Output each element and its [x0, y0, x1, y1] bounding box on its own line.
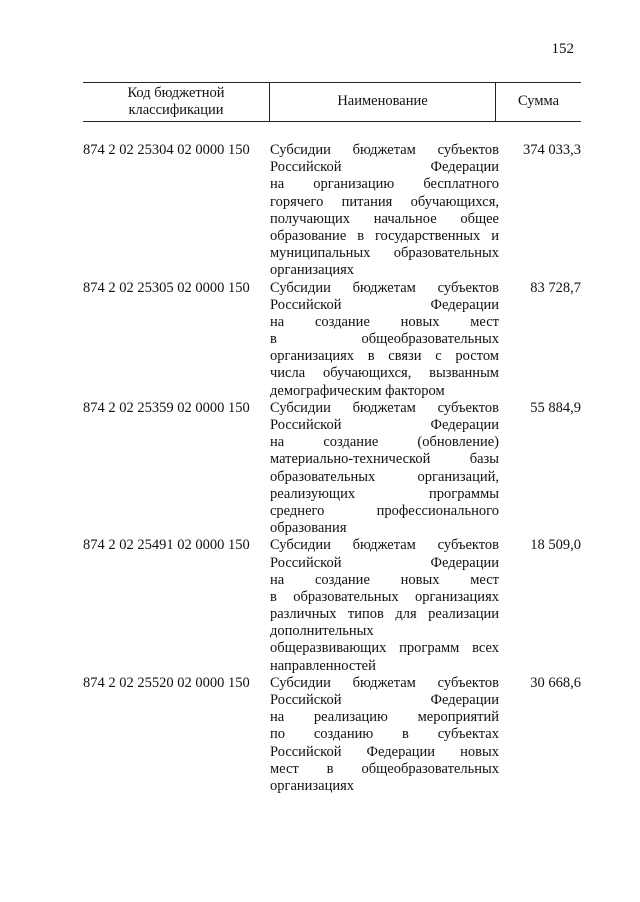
item-name-line: на организацию бесплатного: [270, 176, 499, 193]
item-name-line: числа обучающихся, вызванным: [270, 365, 499, 382]
item-name-line: организациях в связи с ростом: [270, 348, 499, 365]
item-name-line: муниципальных образовательных: [270, 245, 499, 262]
budget-code: 874 2 02 25359 02 0000 150: [83, 399, 250, 416]
item-name-line: горячего питания обучающихся,: [270, 193, 499, 210]
item-name-line: Субсидии бюджетам субъектов: [270, 537, 499, 554]
item-name-line: среднего профессионального: [270, 502, 499, 519]
item-name-line: на реализацию мероприятий: [270, 709, 499, 726]
item-name-line: Российской Федерации: [270, 692, 499, 708]
header-name: Наименование: [337, 93, 428, 109]
item-amount: 55 884,9: [530, 399, 581, 416]
table-row: [83, 400, 581, 538]
item-name: [270, 142, 499, 280]
budget-table: [83, 82, 581, 794]
table-header: [83, 82, 581, 122]
budget-code: 874 2 02 25305 02 0000 150: [83, 279, 250, 296]
item-name-line: общеразвивающих программ всех: [270, 640, 499, 657]
item-name-line: Субсидии бюджетам субъектов: [270, 142, 499, 158]
item-name-line: получающих начальное общее: [270, 210, 499, 227]
item-name-line: в общеобразовательных: [270, 331, 499, 348]
item-name-line: Российской Федерации новых: [270, 743, 499, 760]
item-name-line: на создание новых мест: [270, 313, 499, 330]
item-amount: 30 668,6: [530, 674, 581, 691]
item-name-line: направленностей: [270, 657, 376, 674]
item-name-line: Российской Федерации: [270, 417, 499, 433]
item-amount: 83 728,7: [530, 279, 581, 296]
item-name-line: Российской Федерации: [270, 159, 499, 176]
item-amount: 374 033,3: [523, 142, 581, 158]
item-name-line: организациях: [270, 262, 355, 279]
item-name-line: в образовательных организациях: [270, 588, 499, 605]
item-name-line: организациях: [270, 777, 355, 794]
table-body: [83, 142, 581, 795]
item-name-line: образование в государственных и: [270, 227, 499, 244]
item-name-line: различных типов для реализации: [270, 606, 499, 623]
item-name-line: Российской Федерации: [270, 554, 499, 571]
header-code: [83, 85, 269, 119]
item-name-line: Субсидии бюджетам субъектов: [270, 674, 499, 691]
item-name: [270, 537, 499, 675]
item-name: [270, 280, 499, 400]
table-row: [83, 675, 581, 795]
item-name-line: Субсидии бюджетам субъектов: [270, 399, 499, 416]
item-name-line: по созданию в субъектах: [270, 726, 499, 743]
item-name-line: образования: [270, 520, 347, 537]
item-name-line: материально-технической базы: [270, 451, 499, 468]
header-code-line2: классификации: [128, 102, 224, 118]
budget-code: 874 2 02 25520 02 0000 150: [83, 674, 250, 691]
item-name: [270, 400, 499, 538]
table-row: [83, 142, 581, 280]
item-name-line: на создание новых мест: [270, 571, 499, 588]
table-row: [83, 280, 581, 400]
item-name-line: мест в общеобразовательных: [270, 760, 499, 777]
item-name: [270, 675, 499, 795]
item-name-line: образовательных организаций,: [270, 468, 499, 485]
item-name-line: на создание (обновление): [270, 434, 499, 451]
item-name-line: реализующих программы: [270, 485, 499, 502]
page-number: 152: [551, 41, 574, 57]
item-name-line: дополнительных: [270, 623, 374, 640]
item-name-line: демографическим фактором: [270, 382, 445, 399]
item-amount: 18 509,0: [530, 537, 581, 554]
budget-code: 874 2 02 25491 02 0000 150: [83, 537, 250, 554]
header-sum: Сумма: [517, 93, 560, 109]
item-name-line: Субсидии бюджетам субъектов: [270, 279, 499, 296]
budget-code: 874 2 02 25304 02 0000 150: [83, 142, 250, 158]
header-code-line1: Код бюджетной: [127, 85, 225, 101]
table-row: [83, 537, 581, 675]
item-name-line: Российской Федерации: [270, 296, 499, 313]
